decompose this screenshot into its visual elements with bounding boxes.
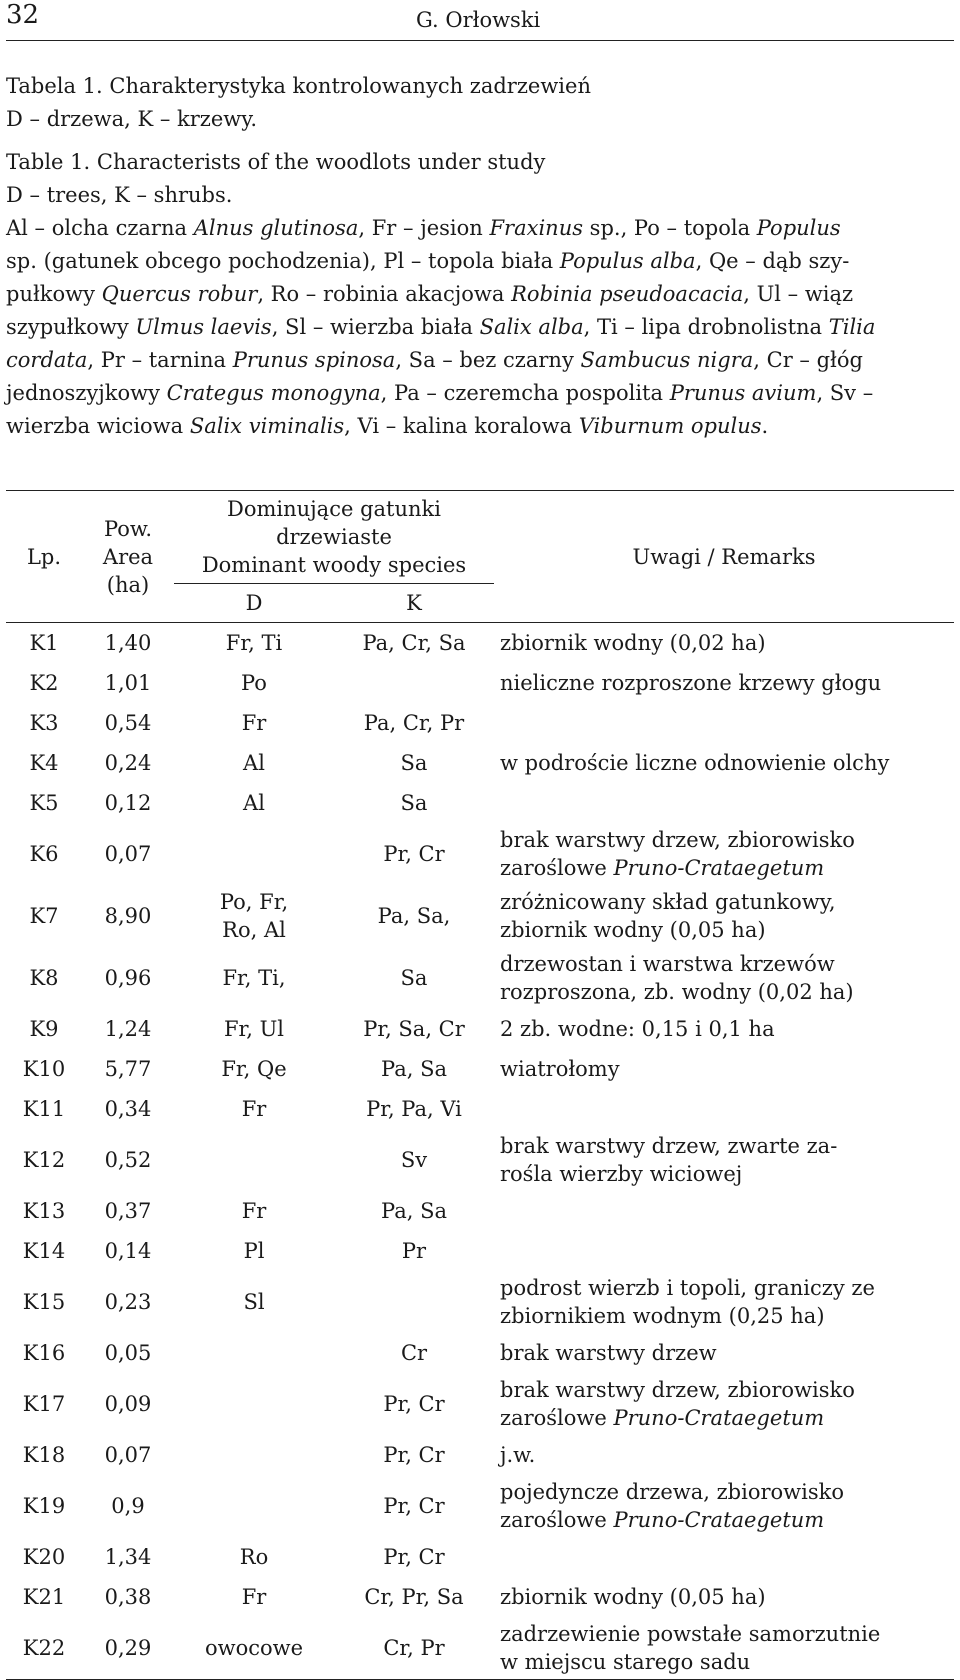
running-author: G. Orłowski: [416, 8, 541, 32]
legend-line: szypułkowy Ulmus laevis, Sl – wierzba biała Salix alba, Ti – lipa drobnolistna Tilia: [6, 315, 876, 339]
remark-line: nieliczne rozproszone krzewy głogu: [500, 671, 882, 695]
cell-area: 0,12: [104, 791, 152, 815]
caption-english-title: Table 1. Characterists of the woodlots under study: [6, 150, 546, 174]
remark-line: zaroślowe Pruno-Crataegetum: [500, 856, 825, 880]
header-dominant-species: Dominujące gatunki drzewiaste Dominant woody species: [174, 491, 494, 584]
cell-remarks: [494, 1333, 954, 1373]
caption-english-abbrev: D – trees, K – shrubs.: [6, 183, 233, 207]
cell-dominant-shrubs: Sa: [400, 791, 428, 815]
cell-area: 0,23: [104, 1290, 152, 1314]
cell-dominant-trees: owocowe: [174, 1617, 334, 1680]
remark-line: zaroślowe Pruno-Crataegetum: [500, 1406, 825, 1430]
cell-remarks: [494, 823, 954, 885]
cell-remarks: [494, 1617, 954, 1680]
remark-line: brak warstwy drzew: [500, 1341, 717, 1365]
header-lp: Lp.: [6, 491, 82, 623]
caption-english: [6, 146, 956, 212]
table-row: [6, 1009, 954, 1049]
cell-lp: K20: [22, 1545, 66, 1569]
cell-remarks: [494, 783, 954, 823]
remark-line: 2 zb. wodne: 0,15 i 0,1 ha: [500, 1017, 775, 1041]
table-row: [6, 823, 954, 885]
cell-dominant-shrubs: Cr: [400, 1341, 428, 1365]
cell-dominant-shrubs: Pr, Pa, Vi: [366, 1097, 462, 1121]
table-row: [6, 1089, 954, 1129]
legend-line: sp. (gatunek obcego pochodzenia), Pl – topola biała Populus alba, Qe – dąb szy-: [6, 249, 850, 273]
cell-dominant-trees: Fr: [241, 711, 267, 735]
cell-remarks: [494, 1049, 954, 1089]
table-row: [6, 947, 954, 1009]
cell-dominant-trees: Fr, Ti,: [222, 966, 286, 990]
cell-dominant-trees: [174, 885, 334, 947]
cell-dominant-shrubs: Pa, Cr, Sa: [362, 631, 466, 655]
cell-area: 0,07: [104, 1443, 152, 1467]
remark-line: j.w.: [500, 1443, 536, 1467]
cell-dominant-trees: Ro: [239, 1545, 269, 1569]
cell-remarks: [494, 1577, 954, 1617]
caption-polish-abbrev: D – drzewa, K – krzewy.: [6, 107, 258, 131]
remark-line: brak warstwy drzew, zwarte za-: [500, 1134, 838, 1158]
cell-area: 0,34: [104, 1097, 152, 1121]
remark-line: brak warstwy drzew, zbiorowisko: [500, 1378, 855, 1402]
header-remarks: Uwagi / Remarks: [494, 491, 954, 623]
cell-lp: K15: [22, 1290, 66, 1314]
cell-dominant-shrubs: Pr, Cr: [383, 842, 445, 866]
cell-area: 0,37: [104, 1199, 152, 1223]
cell-remarks: [494, 947, 954, 1009]
cell-dominant-trees: Fr: [241, 1097, 267, 1121]
remark-line: w miejscu starego sadu: [500, 1650, 751, 1674]
header-k: K: [334, 584, 494, 623]
table-row: [6, 783, 954, 823]
cell-remarks: [494, 1373, 954, 1435]
remark-line: zbiornikiem wodnym (0,25 ha): [500, 1304, 825, 1328]
table-row: [6, 1333, 954, 1373]
table-row: [6, 1577, 954, 1617]
cell-area: 0,14: [104, 1239, 152, 1263]
table-row: [6, 885, 954, 947]
cell-dominant-shrubs: Sa: [400, 751, 428, 775]
cell-dominant-trees: [174, 1373, 334, 1435]
legend-line: pułkowy Quercus robur, Ro – robinia akacjowa Robinia pseudoacacia, Ul – wiąz: [6, 282, 854, 306]
cell-dominant-trees: Pl: [243, 1239, 265, 1263]
cell-area: 1,24: [104, 1017, 152, 1041]
table-row: [6, 1231, 954, 1271]
cell-lp: K2: [29, 671, 59, 695]
cell-lp: K17: [22, 1392, 66, 1416]
header-d: D: [174, 584, 334, 623]
cell-area: 0,96: [104, 966, 152, 990]
cell-area: 0,52: [104, 1148, 152, 1172]
cell-dominant-shrubs: Pa, Sa: [381, 1057, 447, 1081]
cell-remarks: [494, 885, 954, 947]
cell-remarks: [494, 663, 954, 703]
cell-area: 5,77: [104, 1057, 152, 1081]
cell-area: 0,05: [104, 1341, 152, 1365]
cell-line: Ro, Al: [222, 918, 286, 942]
cell-area: 1,34: [104, 1545, 152, 1569]
cell-dominant-trees: Sl: [243, 1290, 265, 1314]
cell-remarks: [494, 1009, 954, 1049]
cell-lp: K16: [22, 1341, 66, 1365]
cell-area: 8,90: [104, 904, 152, 928]
table-row: [6, 703, 954, 743]
cell-area: 0,09: [104, 1392, 152, 1416]
cell-lp: K19: [22, 1494, 66, 1518]
cell-dominant-trees: [174, 1435, 334, 1475]
header-area: Pow. Area (ha): [82, 491, 174, 623]
woodlots-table: [6, 490, 954, 1680]
cell-dominant-shrubs: Pa, Sa: [381, 1199, 447, 1223]
cell-lp: K8: [29, 966, 59, 990]
remark-line: brak warstwy drzew, zbiorowisko: [500, 828, 855, 852]
cell-area: 0,24: [104, 751, 152, 775]
cell-remarks: [494, 703, 954, 743]
legend-line: wierzba wiciowa Salix viminalis, Vi – kalina koralowa Viburnum opulus.: [6, 414, 769, 438]
cell-remarks: [494, 623, 954, 664]
cell-lp: K3: [29, 711, 59, 735]
cell-lp: K4: [29, 751, 59, 775]
cell-dominant-trees: Al: [243, 751, 265, 775]
cell-dominant-shrubs: Pr, Cr: [383, 1545, 445, 1569]
cell-remarks: [494, 1537, 954, 1577]
remark-line: podrost wierzb i topoli, graniczy ze: [500, 1276, 875, 1300]
cell-lp: K14: [22, 1239, 66, 1263]
table-row: [6, 1191, 954, 1231]
cell-remarks: [494, 1271, 954, 1333]
cell-dominant-shrubs: Cr, Pr, Sa: [364, 1585, 464, 1609]
page-number: 32: [6, 0, 40, 30]
cell-dominant-shrubs: Pa, Cr, Pr: [363, 711, 465, 735]
cell-lp: K6: [29, 842, 59, 866]
cell-lp: K10: [22, 1057, 66, 1081]
cell-dominant-trees: Po: [241, 671, 267, 695]
cell-area: 0,29: [82, 1617, 174, 1680]
table-row: [6, 1475, 954, 1537]
cell-line: Po, Fr,: [219, 890, 289, 914]
cell-dominant-shrubs: [334, 1271, 494, 1333]
caption-polish-title: Tabela 1. Charakterystyka kontrolowanych zadrzewień: [6, 74, 591, 98]
cell-lp: K7: [29, 904, 59, 928]
cell-remarks: [494, 743, 954, 783]
cell-dominant-shrubs: Pr, Cr: [383, 1443, 445, 1467]
cell-dominant-trees: Fr, Ul: [223, 1017, 285, 1041]
remark-line: zaroślowe Pruno-Crataegetum: [500, 1508, 825, 1532]
cell-dominant-trees: Fr: [241, 1199, 267, 1223]
cell-dominant-shrubs: Pr, Sa, Cr: [363, 1017, 465, 1041]
cell-area: 1,01: [104, 671, 152, 695]
cell-remarks: [494, 1129, 954, 1191]
cell-dominant-shrubs: Sa: [400, 966, 428, 990]
cell-remarks: [494, 1191, 954, 1231]
remark-line: zbiornik wodny (0,05 ha): [500, 918, 766, 942]
remark-line: zadrzewienie powstałe samorzutnie: [500, 1622, 881, 1646]
cell-remarks: [494, 1435, 954, 1475]
cell-dominant-shrubs: [334, 663, 494, 703]
cell-area: 1,40: [104, 631, 152, 655]
remark-line: pojedyncze drzewa, zbiorowisko: [500, 1480, 844, 1504]
cell-lp: K11: [22, 1097, 66, 1121]
table-body: [6, 623, 954, 1680]
table-row: [6, 623, 954, 664]
cell-dominant-trees: [174, 1333, 334, 1373]
legend-line: jednoszyjkowy Crategus monogyna, Pa – czeremcha pospolita Prunus avium, Sv –: [6, 381, 874, 405]
cell-dominant-trees: Fr, Ti: [225, 631, 283, 655]
cell-area: 0,9: [111, 1494, 145, 1518]
table-row: [6, 1271, 954, 1333]
cell-area: 0,54: [104, 711, 152, 735]
cell-remarks: [494, 1089, 954, 1129]
cell-dominant-shrubs: Pr, Cr: [383, 1392, 445, 1416]
cell-remarks: [494, 1231, 954, 1271]
remark-line: zróżnicowany skład gatunkowy,: [500, 890, 836, 914]
cell-dominant-shrubs: Pa, Sa,: [377, 904, 451, 928]
cell-dominant-trees: Al: [243, 791, 265, 815]
cell-dominant-trees: [174, 823, 334, 885]
caption-polish: [6, 70, 956, 136]
cell-lp: K9: [29, 1017, 59, 1041]
species-legend: [6, 212, 956, 443]
cell-lp: K18: [22, 1443, 66, 1467]
page-header: [6, 0, 954, 41]
cell-dominant-shrubs: Pr, Cr: [383, 1494, 445, 1518]
cell-area: 0,38: [104, 1585, 152, 1609]
legend-line: cordata, Pr – tarnina Prunus spinosa, Sa – bez czarny Sambucus nigra, Cr – głóg: [6, 348, 863, 372]
remark-line: rośla wierzby wiciowej: [500, 1162, 743, 1186]
cell-lp: K21: [22, 1585, 66, 1609]
table-row: [6, 1617, 954, 1680]
table-row: [6, 1537, 954, 1577]
remark-line: rozproszona, zb. wodny (0,02 ha): [500, 980, 854, 1004]
remark-line: w podroście liczne odnowienie olchy: [500, 751, 890, 775]
cell-dominant-trees: [174, 1129, 334, 1191]
table-row: [6, 1373, 954, 1435]
table-row: [6, 663, 954, 703]
cell-dominant-trees: Fr, Qe: [221, 1057, 287, 1081]
cell-lp: K1: [29, 631, 59, 655]
table-row: [6, 743, 954, 783]
cell-dominant-trees: [174, 1475, 334, 1537]
table-row: [6, 1049, 954, 1089]
cell-dominant-shrubs: Sv: [400, 1148, 428, 1172]
cell-dominant-shrubs: Pr: [401, 1239, 427, 1263]
cell-lp: K12: [22, 1148, 66, 1172]
cell-area: 0,07: [104, 842, 152, 866]
cell-lp: K22: [6, 1617, 82, 1680]
remark-line: wiatrołomy: [500, 1057, 620, 1081]
cell-dominant-shrubs: Cr, Pr: [334, 1617, 494, 1680]
cell-dominant-trees: Fr: [241, 1585, 267, 1609]
remark-line: zbiornik wodny (0,02 ha): [500, 631, 766, 655]
table-row: [6, 1435, 954, 1475]
cell-lp: K13: [22, 1199, 66, 1223]
legend-line: Al – olcha czarna Alnus glutinosa, Fr – jesion Fraxinus sp., Po – topola Populus: [6, 216, 841, 240]
remark-line: zbiornik wodny (0,05 ha): [500, 1585, 766, 1609]
cell-lp: K5: [29, 791, 59, 815]
cell-remarks: [494, 1475, 954, 1537]
remark-line: drzewostan i warstwa krzewów: [500, 952, 835, 976]
table-row: [6, 1129, 954, 1191]
